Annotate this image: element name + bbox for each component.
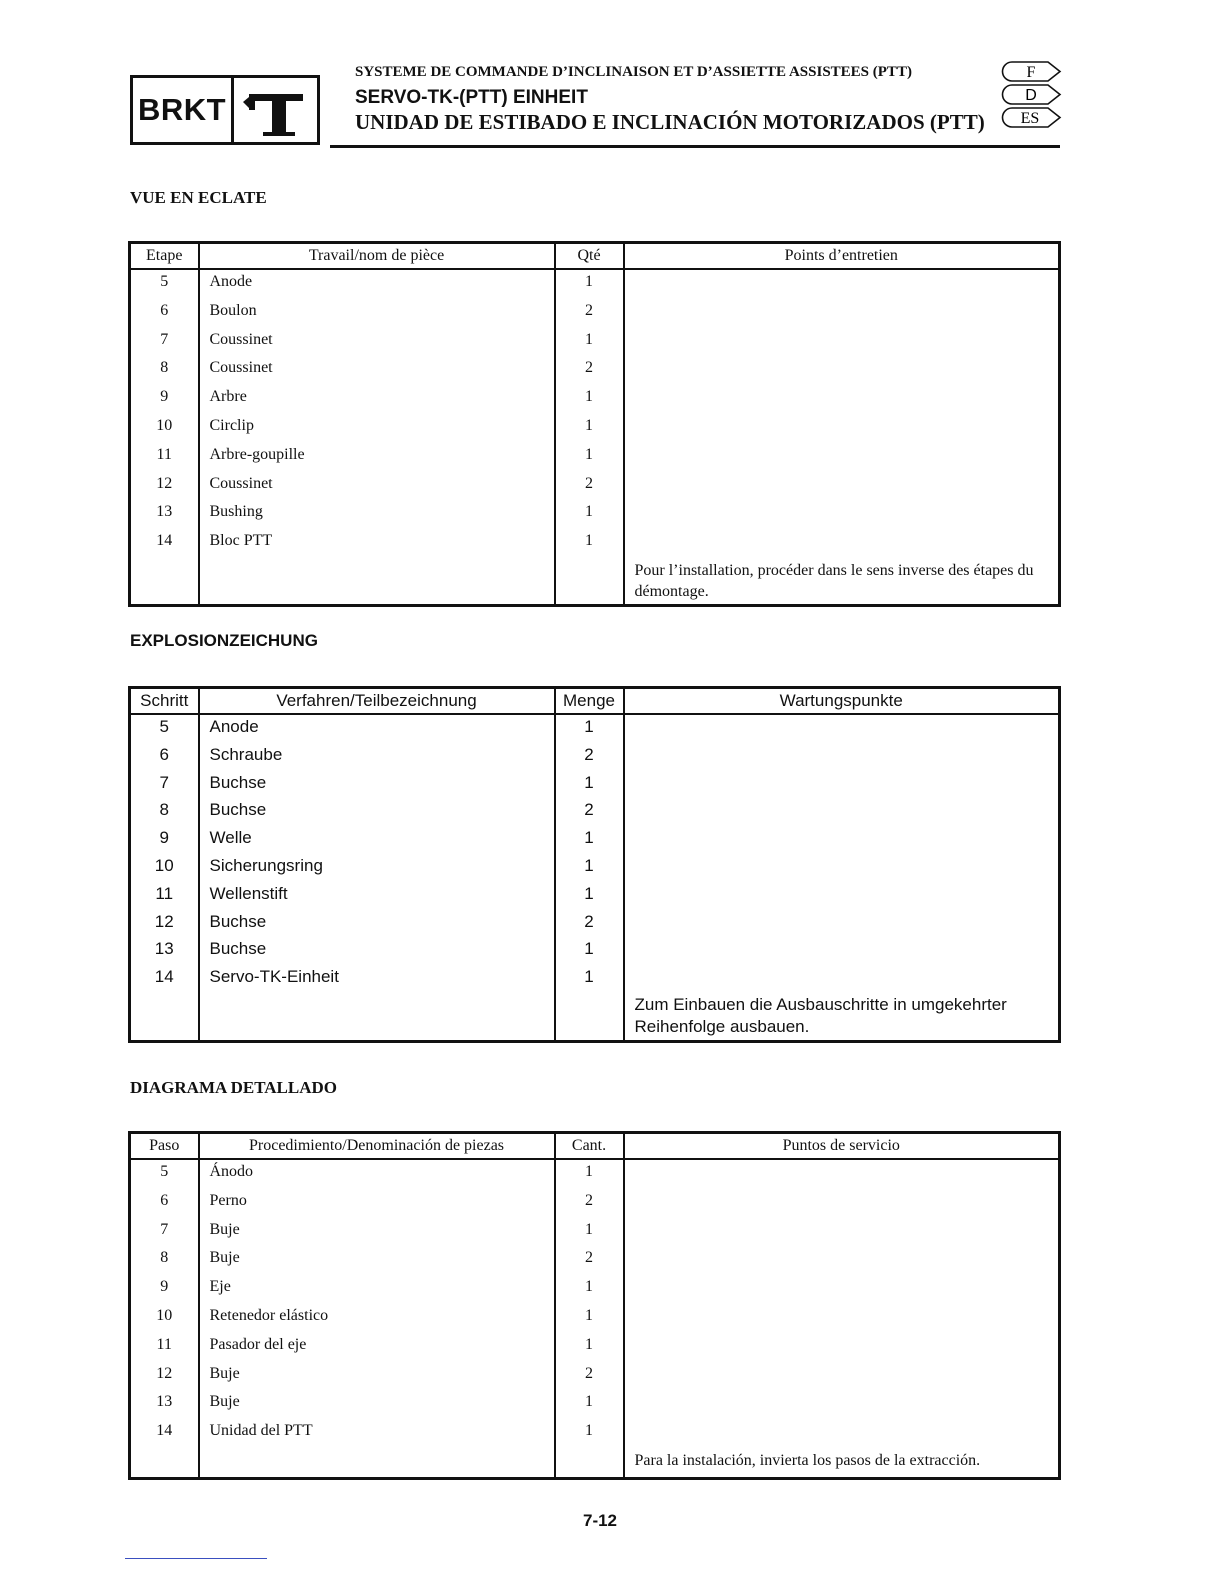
cell-service-points: [624, 356, 1060, 385]
cell-part: Welle: [199, 826, 555, 854]
cell-part: Bloc PTT: [199, 529, 555, 558]
table-row: [130, 1189, 1060, 1218]
cell-step: 9: [130, 1275, 199, 1304]
cell-service-points: [624, 771, 1060, 799]
cell-part: Pasador del eje: [199, 1333, 555, 1362]
cell-qty: 1: [555, 1275, 624, 1304]
cell-service-points: [624, 882, 1060, 910]
cell-step: 10: [130, 414, 199, 443]
cell-qty: 1: [555, 937, 624, 965]
table-row: [130, 854, 1060, 882]
cell-qty: 2: [555, 743, 624, 771]
cell-service-points: [624, 472, 1060, 501]
cell-step: 12: [130, 910, 199, 938]
cell-qty: 1: [555, 1333, 624, 1362]
cell-step: 6: [130, 1189, 199, 1218]
column-header-part: Verfahren/Teilbezeichnung: [199, 688, 555, 715]
cell-step: 10: [130, 1304, 199, 1333]
note-row: [130, 1448, 1060, 1478]
cell-part: Buchse: [199, 771, 555, 799]
cell-qty: 1: [555, 882, 624, 910]
cell-part: Buchse: [199, 937, 555, 965]
cell-step: 8: [130, 1246, 199, 1275]
cell-qty: 1: [555, 1390, 624, 1419]
cell-service-points: [624, 854, 1060, 882]
table-row: [130, 965, 1060, 993]
column-header-qty: Cant.: [555, 1133, 624, 1160]
cell-step: 14: [130, 965, 199, 993]
table-row: [130, 385, 1060, 414]
table-row: [130, 1304, 1060, 1333]
table-row: [130, 414, 1060, 443]
empty-cell: [130, 558, 199, 606]
table-header-row: [130, 688, 1060, 715]
cell-service-points: [624, 1333, 1060, 1362]
cell-qty: 1: [555, 385, 624, 414]
cell-step: 9: [130, 826, 199, 854]
cell-part: Bushing: [199, 500, 555, 529]
table-row: [130, 1159, 1060, 1189]
header-rule: [330, 145, 1060, 148]
cell-step: 7: [130, 1218, 199, 1247]
cell-part: Coussinet: [199, 328, 555, 357]
table-row: [130, 328, 1060, 357]
chapter-titles: [355, 62, 995, 134]
cell-qty: 2: [555, 1246, 624, 1275]
cell-step: 5: [130, 1159, 199, 1189]
cell-qty: 1: [555, 1218, 624, 1247]
cell-step: 11: [130, 882, 199, 910]
title-de: SERVO-TK-(PTT) EINHEIT: [355, 87, 588, 108]
cell-step: 11: [130, 443, 199, 472]
cell-service-points: [624, 1390, 1060, 1419]
cell-qty: 2: [555, 472, 624, 501]
cell-service-points: [624, 1189, 1060, 1218]
cell-step: 7: [130, 771, 199, 799]
footer-rule: [125, 1558, 267, 1559]
cell-step: 7: [130, 328, 199, 357]
cell-part: Wellenstift: [199, 882, 555, 910]
cell-step: 9: [130, 385, 199, 414]
table-row: [130, 1275, 1060, 1304]
cell-step: 8: [130, 798, 199, 826]
cell-service-points: [624, 529, 1060, 558]
note-row: [130, 558, 1060, 606]
table-row: [130, 1218, 1060, 1247]
column-header-part: Travail/nom de pièce: [199, 243, 555, 270]
cell-service-points: [624, 443, 1060, 472]
cell-step: 12: [130, 1362, 199, 1391]
cell-step: 13: [130, 1390, 199, 1419]
cell-qty: 1: [555, 1419, 624, 1448]
note-row: [130, 993, 1060, 1042]
cell-part: Anode: [199, 269, 555, 299]
empty-cell: [555, 1448, 624, 1478]
empty-cell: [555, 993, 624, 1042]
table-row: [130, 299, 1060, 328]
bracket-icon: [234, 78, 317, 142]
cell-part: Coussinet: [199, 472, 555, 501]
cell-part: Coussinet: [199, 356, 555, 385]
column-header-step: Paso: [130, 1133, 199, 1160]
section-title-de: EXPLOSIONZEICHUNG: [130, 631, 318, 650]
cell-service-points: [624, 743, 1060, 771]
page-number: 7-12: [582, 1511, 618, 1530]
cell-part: Buchse: [199, 798, 555, 826]
column-header-step: Etape: [130, 243, 199, 270]
table-row: [130, 798, 1060, 826]
cell-qty: 2: [555, 299, 624, 328]
cell-step: 12: [130, 472, 199, 501]
section-title-fr: VUE EN ECLATE: [130, 188, 267, 207]
cell-service-points: [624, 1218, 1060, 1247]
cell-part: Arbre-goupille: [199, 443, 555, 472]
cell-service-points: [624, 910, 1060, 938]
cell-step: 5: [130, 714, 199, 743]
table-row: [130, 1362, 1060, 1391]
cell-service-points: [624, 1275, 1060, 1304]
table-row: [130, 1390, 1060, 1419]
cell-qty: 1: [555, 1304, 624, 1333]
table-row: [130, 472, 1060, 501]
empty-cell: [199, 1448, 555, 1478]
empty-cell: [130, 1448, 199, 1478]
table-header-row: [130, 243, 1060, 270]
cell-step: 10: [130, 854, 199, 882]
title-es: UNIDAD DE ESTIBADO E INCLINACIÓN MOTORIZADOS (PTT): [355, 110, 985, 134]
title-fr: SYSTEME DE COMMANDE D’INCLINAISON ET D’ASSIETTE ASSISTEES (PTT): [355, 64, 912, 80]
table-header-row: [130, 1133, 1060, 1160]
cell-qty: 1: [555, 1159, 624, 1189]
cell-step: 6: [130, 743, 199, 771]
cell-service-points: [624, 385, 1060, 414]
cell-qty: 1: [555, 269, 624, 299]
cell-service-points: [624, 937, 1060, 965]
parts-table-es: [128, 1131, 1061, 1480]
cell-part: Buje: [199, 1246, 555, 1275]
cell-qty: 1: [555, 854, 624, 882]
cell-service-points: [624, 798, 1060, 826]
table-row: [130, 1419, 1060, 1448]
cell-qty: 2: [555, 1189, 624, 1218]
column-header-qty: Menge: [555, 688, 624, 715]
cell-part: Sicherungsring: [199, 854, 555, 882]
cell-step: 6: [130, 299, 199, 328]
cell-part: Buje: [199, 1362, 555, 1391]
cell-part: Arbre: [199, 385, 555, 414]
cell-qty: 1: [555, 443, 624, 472]
chapter-badge-label: BRKT: [133, 78, 234, 142]
cell-service-points: [624, 269, 1060, 299]
table-row: [130, 443, 1060, 472]
cell-qty: 2: [555, 798, 624, 826]
cell-qty: 2: [555, 910, 624, 938]
cell-part: Boulon: [199, 299, 555, 328]
cell-step: 8: [130, 356, 199, 385]
table-row: [130, 937, 1060, 965]
cell-qty: 1: [555, 965, 624, 993]
cell-part: Unidad del PTT: [199, 1419, 555, 1448]
chapter-badge: [130, 75, 320, 145]
table-row: [130, 1246, 1060, 1275]
cell-qty: 1: [555, 328, 624, 357]
cell-service-points: [624, 1419, 1060, 1448]
table-row: [130, 714, 1060, 743]
table-row: [130, 882, 1060, 910]
installation-note: Para la instalación, invierta los pasos de la extracción.: [624, 1448, 1060, 1478]
lang-badge-fr-label: F: [1026, 64, 1036, 81]
cell-qty: 1: [555, 414, 624, 443]
cell-service-points: [624, 328, 1060, 357]
column-header-part: Procedimiento/Denominación de piezas: [199, 1133, 555, 1160]
cell-service-points: [624, 1246, 1060, 1275]
cell-service-points: [624, 500, 1060, 529]
table-row: [130, 1333, 1060, 1362]
cell-qty: 2: [555, 356, 624, 385]
cell-part: Schraube: [199, 743, 555, 771]
cell-qty: 1: [555, 500, 624, 529]
cell-part: Circlip: [199, 414, 555, 443]
cell-step: 14: [130, 529, 199, 558]
table-row: [130, 269, 1060, 299]
table-row: [130, 771, 1060, 799]
lang-badge-fr: [1000, 60, 1062, 83]
cell-step: 14: [130, 1419, 199, 1448]
lang-badge-de-label: D: [1025, 87, 1037, 104]
cell-qty: 1: [555, 826, 624, 854]
cell-step: 13: [130, 500, 199, 529]
cell-part: Anode: [199, 714, 555, 743]
cell-qty: 1: [555, 714, 624, 743]
table-row: [130, 743, 1060, 771]
cell-service-points: [624, 1159, 1060, 1189]
empty-cell: [130, 993, 199, 1042]
cell-part: Buje: [199, 1218, 555, 1247]
cell-service-points: [624, 826, 1060, 854]
table-row: [130, 910, 1060, 938]
language-badges: [1000, 60, 1062, 129]
cell-service-points: [624, 1304, 1060, 1333]
cell-service-points: [624, 414, 1060, 443]
table-row: [130, 500, 1060, 529]
empty-cell: [199, 558, 555, 606]
table-row: [130, 529, 1060, 558]
table-row: [130, 826, 1060, 854]
column-header-service-points: Points d’entretien: [624, 243, 1060, 270]
column-header-step: Schritt: [130, 688, 199, 715]
cell-service-points: [624, 299, 1060, 328]
installation-note: Zum Einbauen die Ausbauschritte in umgekehrter Reihenfolge ausbauen.: [624, 993, 1060, 1042]
lang-badge-es-label: ES: [1020, 110, 1040, 127]
lang-badge-es: [1000, 106, 1062, 129]
column-header-qty: Qté: [555, 243, 624, 270]
cell-part: Servo-TK-Einheit: [199, 965, 555, 993]
cell-service-points: [624, 965, 1060, 993]
cell-step: 11: [130, 1333, 199, 1362]
cell-part: Buje: [199, 1390, 555, 1419]
cell-qty: 1: [555, 529, 624, 558]
lang-badge-de: [1000, 83, 1062, 106]
cell-step: 5: [130, 269, 199, 299]
cell-service-points: [624, 714, 1060, 743]
cell-qty: 1: [555, 771, 624, 799]
cell-part: Eje: [199, 1275, 555, 1304]
parts-table-fr: [128, 241, 1061, 607]
cell-qty: 2: [555, 1362, 624, 1391]
installation-note: Pour l’installation, procéder dans le sens inverse des étapes du démontage.: [624, 558, 1060, 606]
cell-part: Ánodo: [199, 1159, 555, 1189]
empty-cell: [199, 993, 555, 1042]
section-title-es: DIAGRAMA DETALLADO: [130, 1078, 338, 1097]
empty-cell: [555, 558, 624, 606]
parts-table-de: [128, 686, 1061, 1043]
column-header-service-points: Wartungspunkte: [624, 688, 1060, 715]
cell-part: Perno: [199, 1189, 555, 1218]
table-row: [130, 356, 1060, 385]
cell-part: Buchse: [199, 910, 555, 938]
cell-service-points: [624, 1362, 1060, 1391]
cell-part: Retenedor elástico: [199, 1304, 555, 1333]
column-header-service-points: Puntos de servicio: [624, 1133, 1060, 1160]
cell-step: 13: [130, 937, 199, 965]
